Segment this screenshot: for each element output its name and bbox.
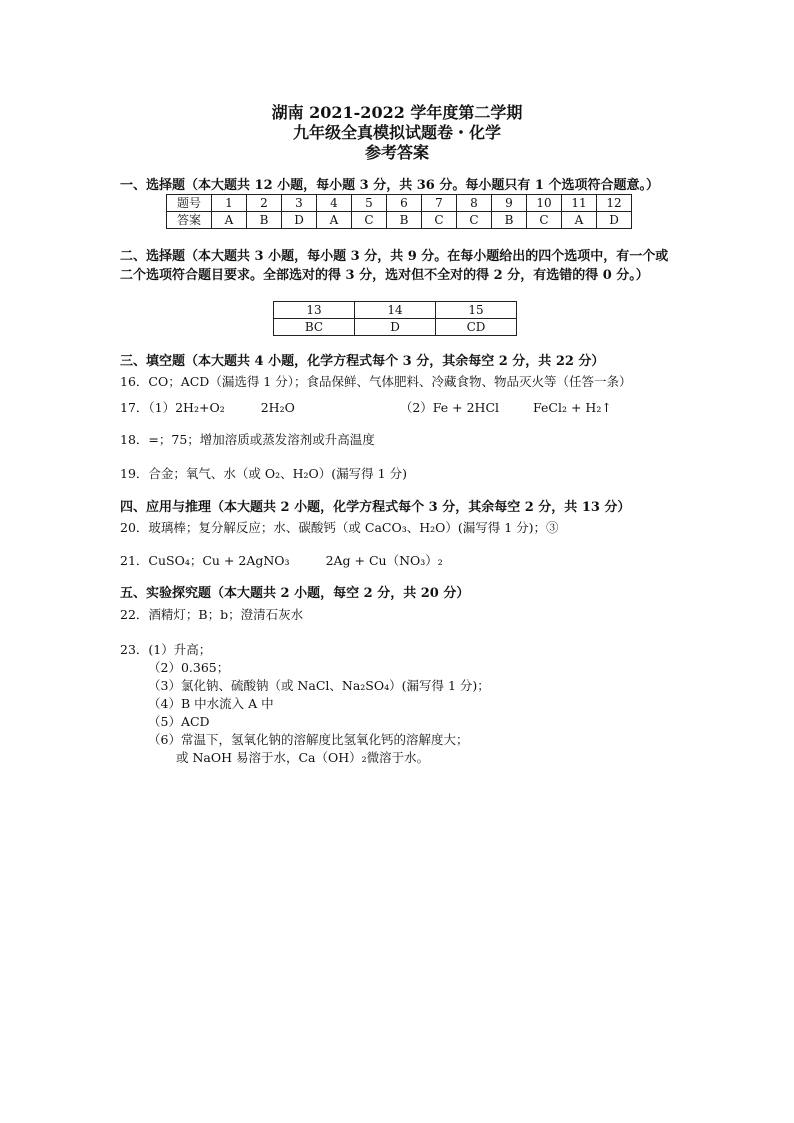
answer-19: 19．合金；氧气、水（或 O₂、H₂O）(漏写得 1 分) (120, 466, 407, 481)
answer-23-6: （6）常温下，氢氧化钠的溶解度比氢氧化钙的溶解度大； (148, 732, 469, 747)
table-row-answers (167, 212, 632, 229)
doc-subtitle: 九年级全真模拟试题卷・化学 (292, 123, 501, 142)
section4-heading: 四、应用与推理（本大题共 2 小题，化学方程式每个 3 分，其余每空 2 分，共 13 分） (120, 500, 631, 515)
table-cell: 9 (492, 195, 527, 212)
answer-23-6-alt: 或 NaOH 易溶于水，Ca（OH）₂微溶于水。 (176, 750, 430, 765)
section1-table (166, 194, 632, 229)
row-label-answer: 答案 (167, 212, 212, 229)
table-cell: 3 (282, 195, 317, 212)
table-cell: 11 (562, 195, 597, 212)
table-row-numbers (167, 195, 632, 212)
answer-17 (120, 398, 612, 416)
table-cell: 13 (274, 302, 355, 319)
answer-21-product: 2Ag + Cu（NO₃）₂ (325, 553, 443, 568)
answer-16: 16．CO；ACD（漏选得 1 分）；食品保鲜、气体肥料、冷藏食物、物品灭火等（任答一条） (120, 374, 632, 389)
table-cell: 10 (527, 195, 562, 212)
table-cell: C (457, 212, 492, 229)
answer-20: 20．玻璃棒；复分解反应；水、碳酸钙（或 CaCO₃、H₂O）(漏写得 1 分)；③ (120, 520, 559, 535)
answer-21 (120, 551, 443, 569)
answer-17-product: 2H₂O (260, 400, 295, 415)
table-cell: D (355, 319, 436, 336)
answer-22: 22．酒精灯；B；b；澄清石灰水 (120, 607, 304, 622)
answer-23: 23．(1）升高； (120, 642, 212, 657)
table-row-answers (274, 319, 517, 336)
doc-answer-label: 参考答案 (364, 143, 429, 162)
doc-title: 湖南 2021-2022 学年度第二学期 (271, 103, 523, 122)
section2-heading: 二、选择题（本大题共 3 小题，每小题 3 分，共 9 分。在每小题给出的四个选项中，有一个或二个选项符合题目要求。全部选对的得 3 分，选对但不全对的得 2 分，有选错的得 0 分。） (120, 249, 669, 283)
table-row-numbers (274, 302, 517, 319)
table-cell: 12 (597, 195, 632, 212)
answer-17-part2-product: FeCl₂ + H₂↑ (533, 400, 612, 415)
answer-23-5: （5）ACD (148, 714, 210, 729)
answer-23-4: （4）B 中水流入 A 中 (148, 696, 274, 711)
section5-heading: 五、实验探究题（本大题共 2 小题，每空 2 分，共 20 分） (120, 586, 470, 601)
table-cell: C (422, 212, 457, 229)
answer-17-part2: （2）Fe + 2HCl (399, 400, 500, 415)
answer-23-2: （2）0.365； (148, 660, 230, 675)
table-cell: D (282, 212, 317, 229)
table-cell: 7 (422, 195, 457, 212)
table-cell: A (212, 212, 247, 229)
table-cell: B (387, 212, 422, 229)
table-cell: B (492, 212, 527, 229)
row-label-number: 题号 (167, 195, 212, 212)
table-cell: B (247, 212, 282, 229)
answer-23-3: （3）氯化钠、硫酸钠（或 NaCl、Na₂SO₄）(漏写得 1 分)； (148, 678, 490, 693)
table-cell: 1 (212, 195, 247, 212)
table-cell: C (527, 212, 562, 229)
answer-18: 18．=；75；增加溶质或蒸发溶剂或升高温度 (120, 432, 375, 447)
table-cell: A (317, 212, 352, 229)
section2-table (273, 301, 517, 336)
table-cell: C (352, 212, 387, 229)
table-cell: 14 (355, 302, 436, 319)
table-cell: 5 (352, 195, 387, 212)
table-cell: 6 (387, 195, 422, 212)
table-cell: D (597, 212, 632, 229)
table-cell: 4 (317, 195, 352, 212)
table-cell: 2 (247, 195, 282, 212)
table-cell: 15 (436, 302, 517, 319)
table-cell: A (562, 212, 597, 229)
table-cell: CD (436, 319, 517, 336)
section3-heading: 三、填空题（本大题共 4 小题，化学方程式每个 3 分，其余每空 2 分，共 22 分） (120, 354, 605, 369)
section1-heading: 一、选择题（本大题共 12 小题，每小题 3 分，共 36 分。每小题只有 1 个选项符合题意。） (120, 178, 659, 193)
table-cell: BC (274, 319, 355, 336)
answer-17-reactants: 17．（1）2H₂+O₂ (120, 400, 225, 415)
answer-21-reactants: 21．CuSO₄；Cu + 2AgNO₃ (120, 553, 290, 568)
table-cell: 8 (457, 195, 492, 212)
